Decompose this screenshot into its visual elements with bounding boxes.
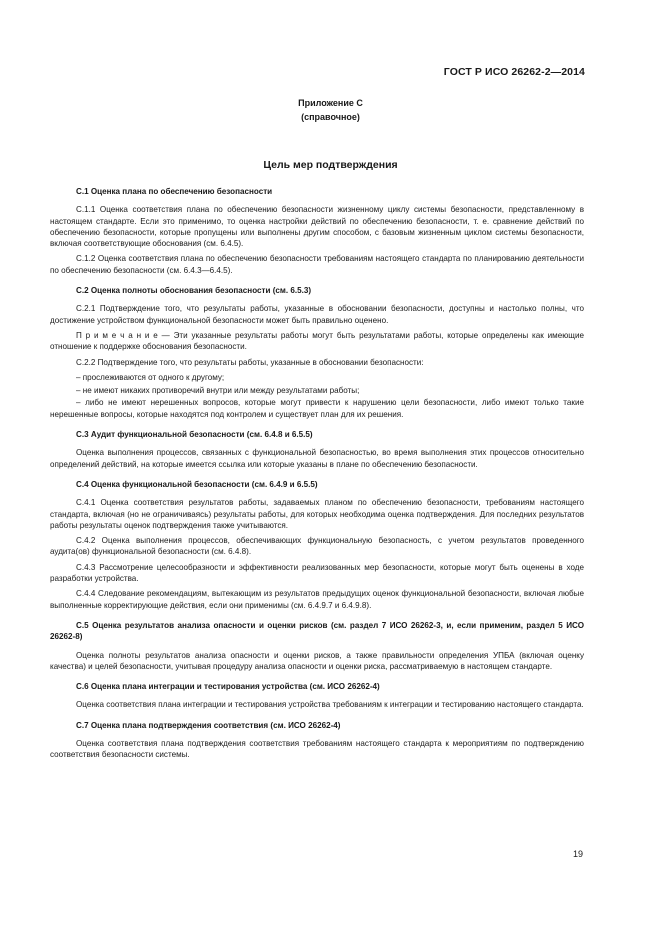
list-item: – не имеют никаких противоречий внутри или между результатами работы; (76, 385, 360, 395)
page-title: Цель мер подтверждения (263, 159, 398, 171)
section-c2-heading: С.2 Оценка полноты обоснования безопасности (см. 6.5.3) (76, 286, 312, 296)
list-item: – прослеживаются от одного к другому; (76, 372, 225, 382)
paragraph-c2-2: С.2.2 Подтверждение того, что результаты работы, указанные в обосновании безопасности: (76, 357, 424, 367)
paragraph-c1-2: С.1.2 Оценка соответствия плана по обеспечению безопасности требованиям настоящего стандарта по планированию деятельности по обеспечению безопасности (см. 6.4.3—6.4.5). (50, 254, 584, 275)
paragraph-c7-1: Оценка соответствия плана подтверждения соответствия требованиям настоящего стандарта к мероприятиям по подтверждению соответствия безопасности системы. (50, 738, 584, 760)
paragraph-c3-1: Оценка выполнения процессов, связанных с функциональной безопасностью, во время выполнения этих процессов относительно определений действий, на которые имеется ссылка или которые указаны в плане по обеспечению безопасности. (50, 448, 584, 469)
section-c3-heading: С.3 Аудит функциональной безопасности (см. 6.4.8 и 6.5.5) (76, 430, 313, 440)
annex-heading (0, 96, 661, 124)
section-c7-heading: С.7 Оценка плана подтверждения соответствия (см. ИСО 26262-4) (76, 720, 341, 730)
paragraph-c6-1: Оценка соответствия плана интеграции и тестирования устройства требованиям к интеграции и тестированию настоящего стандарта. (76, 700, 584, 710)
paragraph-c4-4: С.4.4 Следование рекомендациям, вытекающим из результатов предыдущих оценок функциональной безопасности, включая любые выполненные корректирующие действия, если они применимы (см. 6.4.9.7 и 6.4.9.8). (50, 589, 584, 610)
document-body (50, 186, 584, 765)
paragraph-c1-1: С.1.1 Оценка соответствия плана по обеспечению безопасности жизненному циклу системы безопасности, представленному в настоящем стандарте. Если это применимо, то оценка настройки действий по обеспечению безопасности, т. е. сравнение действий по обеспечению безопасности, которые пропущены или выполнены другим способом, с базовым жизненным циклом системы безопасности, включая соответствующие обоснования (см. 6.4.5). (50, 205, 584, 249)
paragraph-c4-2: С.4.2 Оценка выполнения процессов, обеспечивающих функциональную безопасность, с учетом результатов проведенного аудита(ов) функциональной безопасности (см. 6.4.8). (50, 536, 584, 557)
note-c2: П р и м е ч а н и е — Эти указанные результаты работы могут быть результатами работы, которые определены как имеющие отношение к поддержке обоснования безопасности. (50, 330, 584, 352)
section-c5-heading: С.5 Оценка результатов анализа опасности и оценки рисков (см. раздел 7 ИСО 26262-3, и, если применим, раздел 5 ИСО 26262-8) (50, 620, 584, 642)
standard-header: ГОСТ Р ИСО 26262-2—2014 (443, 66, 585, 78)
annex-subtitle: (справочное) (301, 112, 360, 122)
annex-title: Приложение С (298, 98, 363, 108)
list-item: – либо не имеют нерешенных вопросов, которые могут привести к нарушению цели безопасности, либо имеют только такие нерешенные вопросы, которые находятся под контролем и существует план для их решения. (50, 398, 584, 419)
paragraph-c4-3: С.4.3 Рассмотрение целесообразности и эффективности реализованных мер безопасности, которые могут быть оценены в ходе разработки устройства. (50, 562, 584, 584)
page-number: 19 (572, 849, 583, 859)
paragraph-c5-1: Оценка полноты результатов анализа опасности и оценки рисков, а также правильности определения УПБА (включая оценку качества) и целей безопасности, учитывая процедуру анализа опасности и оценки риска, рассматриваемую в настоящем стандарте. (50, 650, 584, 671)
section-c6-heading: С.6 Оценка плана интеграции и тестирования устройства (см. ИСО 26262-4) (76, 682, 380, 692)
paragraph-c2-1: С.2.1 Подтверждение того, что результаты работы, указанные в обосновании безопасности, доступны и настолько полны, что достижение устройством функциональной безопасности может быть правильно оценено. (50, 304, 584, 325)
paragraph-c4-1: С.4.1 Оценка соответствия результатов работы, задаваемых планом по обеспечению безопасности, требованиям настоящего стандарта, включая (но не ограничиваясь) результаты работы, для которых необходима оценка подтверждения. Для последних результатов работы результаты оценок подтверждения также учитываются. (50, 498, 584, 530)
section-c1-heading: С.1 Оценка плана по обеспечению безопасности (76, 187, 273, 196)
section-c4-heading: С.4 Оценка функциональной безопасности (см. 6.4.9 и 6.5.5) (76, 479, 318, 489)
